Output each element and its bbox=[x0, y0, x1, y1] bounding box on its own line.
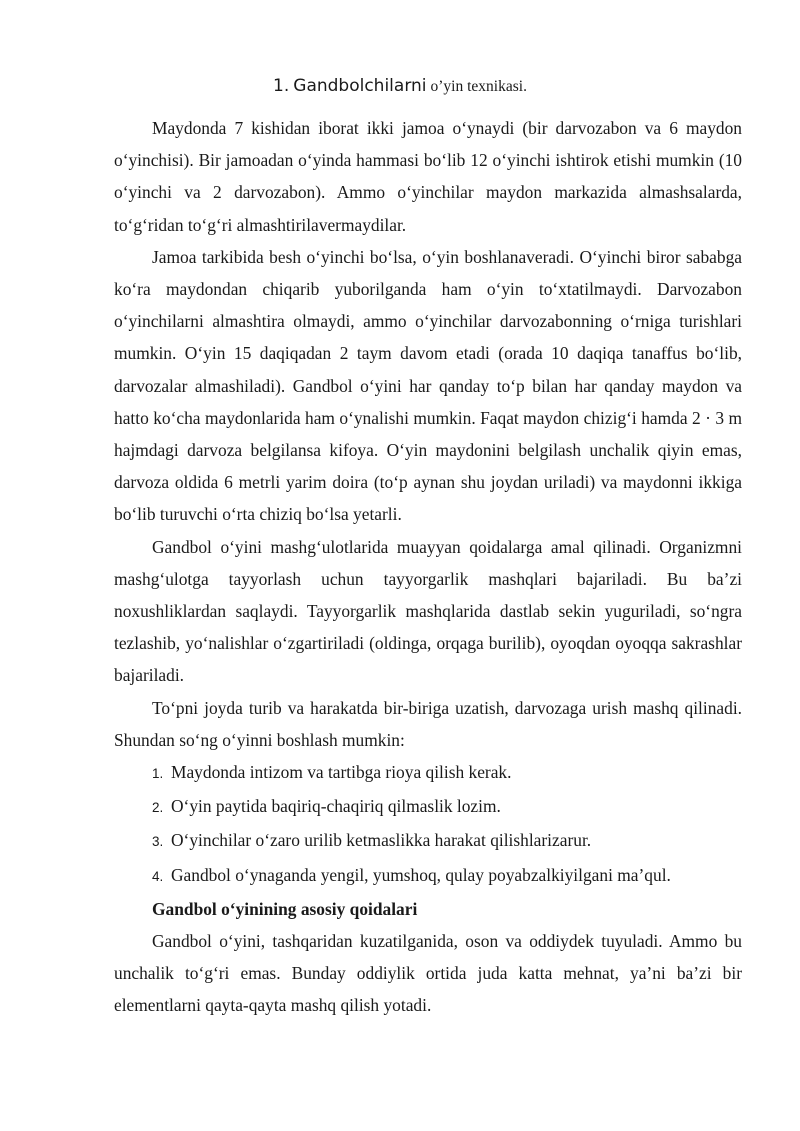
list-item-number: 3. bbox=[152, 834, 164, 850]
list-item bbox=[114, 790, 742, 824]
list-item-text: Gandbol o‘ynaganda yengil, yumshoq, qulay poyabzalkiyilgani ma’qul. bbox=[171, 864, 671, 885]
heading-number: 1. bbox=[273, 76, 290, 96]
document-body bbox=[114, 112, 742, 1022]
list-item bbox=[114, 824, 742, 858]
list-item-number: 1. bbox=[152, 766, 164, 782]
paragraph: Jamoa tarkibida besh o‘yinchi bo‘lsa, o‘yin boshlanaveradi. O‘yinchi biror sababga ko‘ra maydondan chiqarib yuborilganda ham o‘yin to‘xtatilmaydi. Darvozabon o‘yinchilarni almashtira olmaydi, ammo o‘yinchilar darvozabonning o‘rniga turishlari mumkin. O‘yin 15 daqiqadan 2 taym davom etadi (orada 10 daqiqa tanaffus bo‘lib, darvozalar almashiladi). Gandbol o‘yini har qanday to‘p bilan har qanday maydon va hatto ko‘cha maydonlarida ham o‘ynalishi mumkin. Faqat maydon chizig‘i hamda 2 · 3 m hajmdagi darvoza belgilansa kifoya. O‘yin maydonini belgilash unchalik qiyin emas, darvoza oldida 6 metrli yarim doira (to‘p aynan shu joydan uriladi) va maydonni ikkiga bo‘lib turuvchi o‘rta chiziq bo‘lsa yetarli. bbox=[114, 246, 742, 525]
paragraph: To‘pni joyda turib va harakatda bir-biriga uzatish, darvozaga urish mashq qilinadi. Shundan so‘ng o‘yinni boshlash mumkin: bbox=[114, 697, 742, 750]
paragraph: Gandbol o‘yini mashg‘ulotlarida muayyan qoidalarga amal qilinadi. Organizmni mashg‘ulotga tayyorlash uchun tayyorgarlik mashqlari bajariladi. Bu ba’zi noxushliklardan saqlaydi. Tayyorgarlik mashqlarida dastlab sekin yuguriladi, so‘ngra tezlashib, yo‘nalishlar o‘zgartiriladi (oldinga, orqaga burilib), oyoqdan oyoqqa sakrashlar bajariladi. bbox=[114, 536, 742, 686]
list-item-text: O‘yinchilar o‘zaro urilib ketmaslikka harakat qilishlarizarur. bbox=[171, 830, 592, 851]
heading-title-main: Gandbolchilarni bbox=[293, 76, 427, 96]
list-item-number: 4. bbox=[152, 868, 164, 884]
list-item bbox=[114, 756, 742, 790]
paragraph: Maydonda 7 kishidan iborat ikki jamoa o‘ynaydi (bir darvozabon va 6 maydon o‘yinchisi). Bir jamoadan o‘yinda hammasi bo‘lib 12 o‘yinchi ishtirok etishi mumkin (10 o‘yinchi va 2 darvozabon). Ammo o‘yinchilar maydon markazida almashsalarda, to‘g‘ridan to‘g‘ri almashtirilavermaydilar. bbox=[114, 118, 742, 235]
section-heading: Gandbol o‘yinining asosiy qoidalari bbox=[152, 898, 418, 919]
paragraph: Gandbol o‘yini, tashqaridan kuzatilganida, oson va oddiydek tuyuladi. Ammo bu unchalik to‘g‘ri emas. Bunday oddiylik ortida juda katta mehnat, ya’ni ba’zi bir elementlarni qayta-qayta mashq qilish yotadi. bbox=[114, 931, 742, 1016]
list-item-text: O‘yin paytida baqiriq-chaqiriq qilmaslik lozim. bbox=[171, 796, 501, 817]
list-item bbox=[114, 859, 742, 893]
list-item-text: Maydonda intizom va tartibga rioya qilish kerak. bbox=[171, 762, 512, 783]
heading-title-rest: o’yin texnikasi. bbox=[430, 78, 527, 95]
list-item-number: 2. bbox=[152, 800, 164, 816]
document-heading bbox=[0, 76, 800, 96]
rules-list bbox=[114, 756, 742, 893]
